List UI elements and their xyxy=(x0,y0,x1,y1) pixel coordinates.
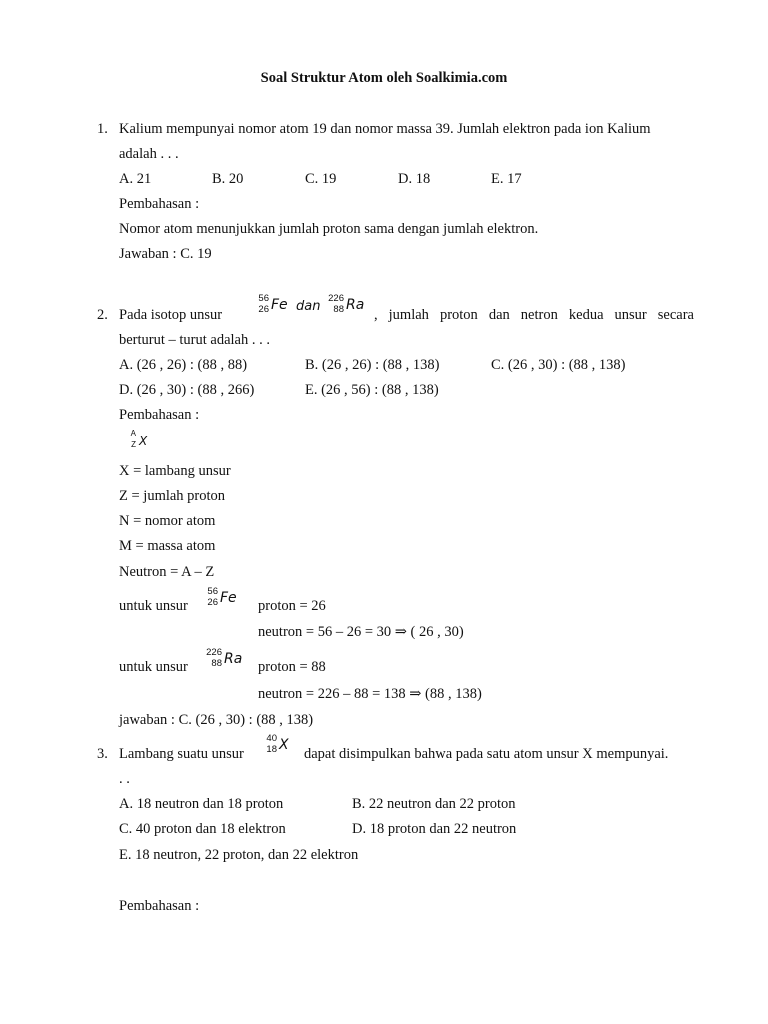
nuclide-generic-symbol: X xyxy=(139,434,148,448)
question-3-option-a: A. 18 neutron dan 18 proton xyxy=(119,796,284,812)
question-2-option-e: E. (26 , 56) : (88 , 138) xyxy=(305,382,439,398)
question-1-pembahasan-label: Pembahasan : xyxy=(119,196,200,212)
question-3-option-c: C. 40 proton dan 18 elektron xyxy=(119,821,286,837)
nuclide-ra-mass: 226 xyxy=(328,293,344,304)
nuclide-ra-2-symbol: Ra xyxy=(224,651,243,667)
nuclide-ra-symbol: Ra xyxy=(346,297,365,313)
question-3-option-e: E. 18 neutron, 22 proton, dan 22 elektron xyxy=(119,847,359,863)
question-1-explanation: Nomor atom menunjukkan jumlah proton sama dengan jumlah elektron. xyxy=(119,221,539,237)
question-2-option-a: A. (26 , 26) : (88 , 88) xyxy=(119,357,248,373)
question-2-intro: Pada isotop unsur xyxy=(119,307,223,323)
question-2-option-b: B. (26 , 26) : (88 , 138) xyxy=(305,357,440,373)
question-2-answer: jawaban : C. (26 , 30) : (88 , 138) xyxy=(119,712,314,728)
question-2-number: 2. xyxy=(97,307,108,323)
definition-m: M = massa atom xyxy=(119,538,216,554)
nuclide-ra-2-mass: 226 xyxy=(206,647,222,658)
definition-x: X = lambang unsur xyxy=(119,463,231,479)
question-3-intro: Lambang suatu unsur xyxy=(119,746,244,762)
definition-z: Z = jumlah proton xyxy=(119,488,226,504)
question-3-number: 3. xyxy=(97,746,108,762)
question-1-option-e: E. 17 xyxy=(491,171,522,187)
nuclide-fe-2-symbol: Fe xyxy=(220,590,237,606)
question-2-dan: dan xyxy=(296,299,321,314)
untuk-unsur-ra-label: untuk unsur xyxy=(119,659,188,675)
question-3-option-b: B. 22 neutron dan 22 proton xyxy=(352,796,516,812)
question-3-text-line2: . . xyxy=(119,771,130,787)
nuclide-fe-2-atomic: 26 xyxy=(207,597,218,608)
nuclide-ra-atomic: 88 xyxy=(333,304,344,315)
fe-neutron: neutron = 56 – 26 = 30 ⇒ ( 26 , 30) xyxy=(258,624,464,640)
question-1-answer: Jawaban : C. 19 xyxy=(119,246,212,262)
nuclide-fe-mass: 56 xyxy=(258,293,269,304)
page-title: Soal Struktur Atom oleh Soalkimia.com xyxy=(260,70,508,86)
nuclide-fe-2-mass: 56 xyxy=(207,586,218,597)
nuclide-ra-2-atomic: 88 xyxy=(211,658,222,669)
definition-neutron: Neutron = A – Z xyxy=(119,564,215,580)
nuclide-generic-atomic: Z xyxy=(131,440,136,449)
question-1-option-a: A. 21 xyxy=(119,171,152,187)
nuclide-x-symbol: X xyxy=(279,737,289,753)
ra-neutron: neutron = 226 – 88 = 138 ⇒ (88 , 138) xyxy=(258,686,482,702)
definition-n: N = nomor atom xyxy=(119,513,216,529)
question-2-text-after: , jumlah proton dan netron kedua unsur secara xyxy=(374,307,694,323)
untuk-unsur-fe-label: untuk unsur xyxy=(119,598,188,614)
question-1-text-line1: Kalium mempunyai nomor atom 19 dan nomor massa 39. Jumlah elektron pada ion Kalium xyxy=(119,121,651,137)
question-1-text-line2: adalah . . . xyxy=(119,146,179,162)
fe-proton: proton = 26 xyxy=(258,598,326,614)
question-3-text-after: dapat disimpulkan bahwa pada satu atom unsur X mempunyai. xyxy=(304,746,669,762)
question-2-text-line2: berturut – turut adalah . . . xyxy=(119,332,270,348)
question-1-number: 1. xyxy=(97,121,108,137)
nuclide-x-mass: 40 xyxy=(266,733,277,744)
nuclide-generic-mass: A xyxy=(130,429,136,438)
question-2-option-c: C. (26 , 30) : (88 , 138) xyxy=(491,357,626,373)
question-1-option-c: C. 19 xyxy=(305,171,337,187)
nuclide-fe-symbol: Fe xyxy=(271,297,288,313)
question-3-pembahasan-label: Pembahasan : xyxy=(119,898,200,914)
question-1-option-b: B. 20 xyxy=(212,171,244,187)
question-1-option-d: D. 18 xyxy=(398,171,431,187)
question-3-option-d: D. 18 proton dan 22 neutron xyxy=(352,821,517,837)
nuclide-fe-atomic: 26 xyxy=(258,304,269,315)
ra-proton: proton = 88 xyxy=(258,659,326,675)
nuclide-x-atomic: 18 xyxy=(266,744,277,755)
question-2-option-d: D. (26 , 30) : (88 , 266) xyxy=(119,382,255,398)
question-2-pembahasan-label: Pembahasan : xyxy=(119,407,200,423)
